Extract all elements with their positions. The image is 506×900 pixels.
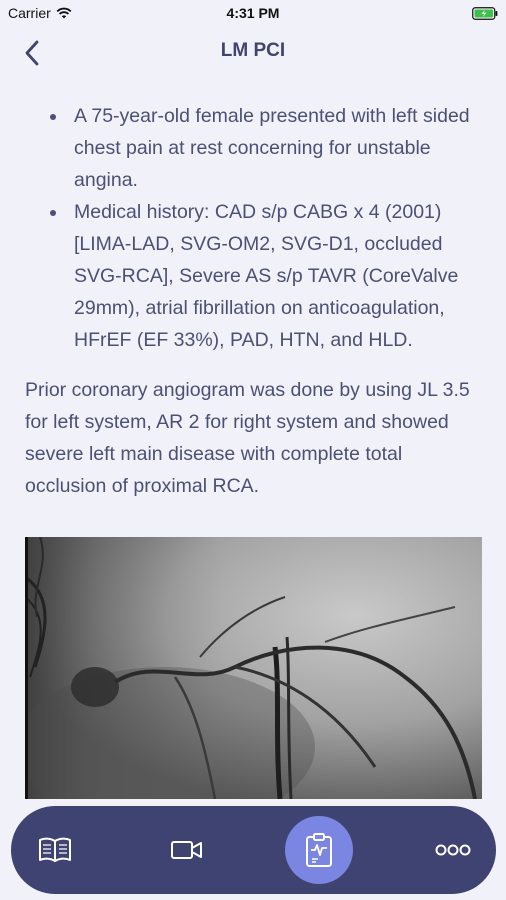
video-camera-icon <box>170 838 204 862</box>
bullet-medical-history: Medical history: CAD s/p CABG x 4 (2001) [LIMA-LAD, SVG-OM2, SVG-D1, occluded SVG-RCA], Severe AS s/p TAVR (CoreValve 29mm), atrial fibrillation on anticoagulation, HFrEF (EF 33%), PAD, HTN, and HLD. <box>48 196 480 356</box>
page-title: LM PCI <box>220 40 286 61</box>
bottom-tab-bar <box>11 806 496 894</box>
case-content <box>0 100 506 502</box>
case-bullets <box>48 100 480 356</box>
navigation-bar <box>0 28 506 76</box>
tab-video[interactable] <box>157 806 217 894</box>
tab-more[interactable] <box>423 806 483 894</box>
status-time: 4:31 PM <box>226 5 280 21</box>
angiogram-description: Prior coronary angiogram was done by using JL 3.5 for left system, AR 2 for right system and showed severe left main disease with complete total occlusion of proximal RCA. <box>25 379 470 497</box>
bullet-presentation: A 75-year-old female presented with left sided chest pain at rest concerning for unstable angina. <box>48 100 480 196</box>
tab-book[interactable] <box>25 806 85 894</box>
tab-case-notes[interactable] <box>285 806 353 894</box>
status-bar <box>0 0 506 28</box>
angiogram-image <box>25 537 482 799</box>
book-icon <box>38 836 72 864</box>
clipboard-icon <box>304 832 334 868</box>
battery-icon <box>472 7 498 23</box>
more-icon <box>435 843 471 857</box>
carrier-label: Carrier <box>8 5 51 21</box>
active-tab-indicator <box>285 816 353 884</box>
